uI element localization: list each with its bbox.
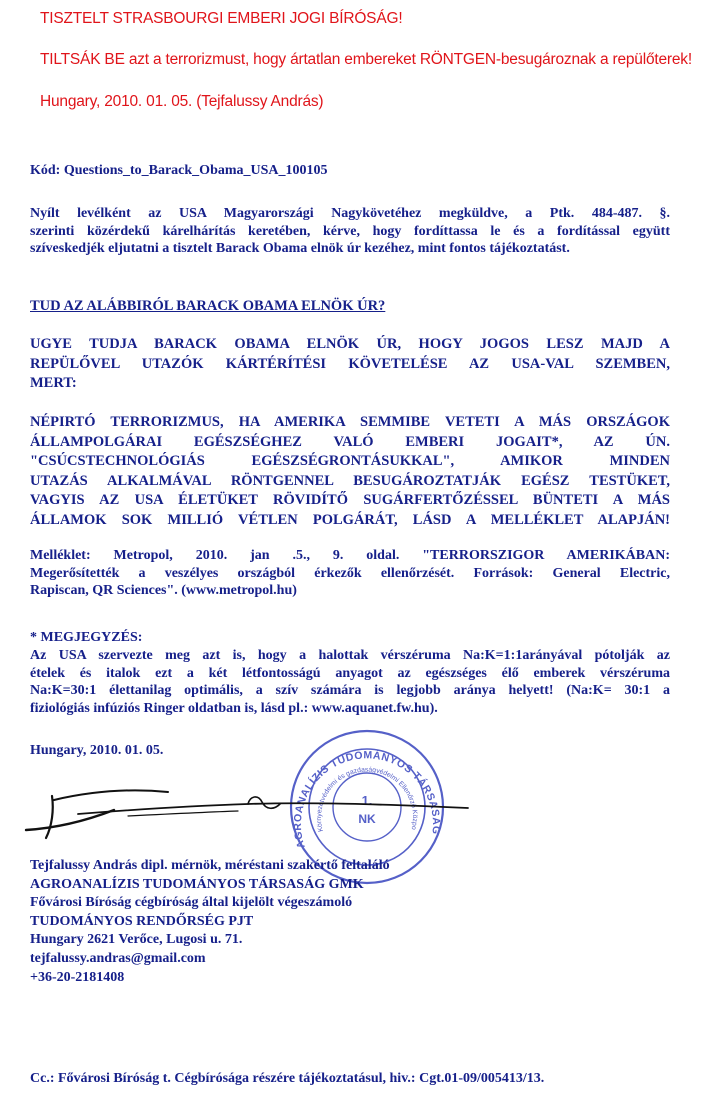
- organization-name: AGROANALÍZIS TUDOMÁNYOS TÁRSASÁG GMK: [30, 876, 364, 892]
- handwritten-signature: [18, 770, 478, 850]
- header-line-2: TILTSÁK BE azt a terrorizmust, hogy ártatlan embereket RÖNTGEN-besugároznak a repülőterek!: [40, 51, 692, 68]
- postal-address: Hungary 2621 Verőce, Lugosi u. 71.: [30, 932, 243, 948]
- note-heading: * MEGJEGYZÉS:: [30, 630, 143, 645]
- paragraph-1-line: UGYE TUDJA BARACK OBAMA ELNÖK ÚR, HOGY JOGOS LESZ MAJD A: [30, 336, 670, 352]
- attachment-line: Megerősítették a veszélyes országból érkezők ellenőrzését. Források: General Electric,: [30, 565, 670, 581]
- paragraph-1: [30, 335, 670, 394]
- signer-role: Fővárosi Bíróság cégbíróság által kijelölt végeszámoló: [30, 895, 353, 911]
- intro-line: szíveskedjék eljutatni a tisztelt Barack Obama elnök úr kezéhez, mint fontos tájékoztatást.: [30, 241, 570, 256]
- document-code: Kód: Questions_to_Barack_Obama_USA_100105: [30, 163, 328, 178]
- note-paragraph: [30, 647, 670, 717]
- paragraph-2-line: "CSÚCSTECHNOLÓGIÁS EGÉSZSÉGRONTÁSUKKAL", AMIKOR MINDEN: [30, 453, 670, 469]
- signature-date: Hungary, 2010. 01. 05.: [30, 743, 164, 758]
- attachment-line: Rapiscan, QR Sciences". (www.metropol.hu): [30, 583, 297, 598]
- stamp-inner-text: Környezetvédelmi és gazdaságvédelmi Ellenőrző Közpo: [315, 766, 419, 833]
- paragraph-2-line: VAGYIS AZ USA ÉLETÜKET RÖVIDÍTŐ SUGÁRFERTŐZÉSSEL BÜNTETI A MÁS: [30, 492, 670, 508]
- signature-block: [30, 857, 390, 987]
- paragraph-2: [30, 413, 670, 530]
- paragraph-1-line: REPÜLŐVEL UTAZÓK KÁRTÉRÍTÉSI KÖVETELÉSE AZ USA-VAL SZEMBEN,: [30, 355, 670, 372]
- stamp-code: NK: [358, 812, 376, 826]
- paragraph-2-line: NÉPIRTÓ TERRORIZMUS, HA AMERIKA SEMMIBE VETETI A MÁS ORSZÁGOK: [30, 414, 670, 430]
- note-line: Az USA szervezte meg azt is, hogy a halottak vérszéruma Na:K=1:1arányával pótolják az: [30, 648, 670, 663]
- note-line: Na:K=30:1 élettanilag optimális, a szív számára is legjobb aránya helyett! (Na:K= 30:1 a: [30, 683, 670, 698]
- organization-name-2: TUDOMÁNYOS RENDŐRSÉG PJT: [30, 913, 254, 929]
- note-line: fiziológiás infúziós Ringer oldatban is, lásd pl.: www.aquanet.fw.hu).: [30, 700, 438, 716]
- stamp-number: 1.: [361, 793, 373, 808]
- stamp-outer-text: AGROANALÍZIS TUDOMÁNYOS TÁRSASÁG: [291, 749, 443, 850]
- phone-number: +36-20-2181408: [30, 969, 125, 985]
- email-address: tejfalussy.andras@gmail.com: [30, 950, 206, 966]
- intro-line: szerinti közérdekű kárelhárítás keretében, kérve, hogy fordíttassa le és a fordítással együtt: [30, 223, 670, 239]
- header-line-1: TISZTELT STRASBOURGI EMBERI JOGI BÍRÓSÁG!: [40, 10, 403, 27]
- intro-line: Nyílt levélként az USA Magyarországi Nagykövetéhez megküldve, a Ptk. 484-487. §.: [30, 206, 670, 221]
- intro-paragraph: [30, 205, 670, 258]
- attachment-paragraph: [30, 547, 670, 600]
- attachment-line: Melléklet: Metropol, 2010. jan .5., 9. oldal. "TERRORSZIGOR AMERIKÁBAN:: [30, 548, 670, 563]
- question-heading: TUD AZ ALÁBBIRÓL BARACK OBAMA ELNÖK ÚR?: [30, 298, 386, 314]
- paragraph-1-line: MERT:: [30, 375, 77, 391]
- cc-line: Cc.: Fővárosi Bíróság t. Cégbírósága részére tájékoztatásul, hiv.: Cgt.01-09/005413/13.: [30, 1071, 545, 1086]
- header-date-author: Hungary, 2010. 01. 05. (Tejfalussy András): [40, 93, 324, 110]
- paragraph-2-line: UTAZÁS ALKALMÁVAL RÖNTGENNEL BESUGÁROZTATJÁK EGÉSZ TESTÜKET,: [30, 472, 670, 489]
- paragraph-2-line: ÁLLAMOK SOK MILLIÓ VÉTLEN POLGÁRÁT, LÁSD A MELLÉKLET ALAPJÁN!: [30, 511, 670, 528]
- paragraph-2-line: ÁLLAMPOLGÁRAI EGÉSZSÉGHEZ VALÓ EMBERI JOGAIT*, AZ ÚN.: [30, 433, 670, 450]
- signer-name: Tejfalussy András dipl. mérnök, méréstani szakértő feltaláló: [30, 858, 390, 873]
- note-line: ételek és italok ezt a két létfontosságú anyagot az egészséges élő emberek vérszéruma: [30, 665, 670, 681]
